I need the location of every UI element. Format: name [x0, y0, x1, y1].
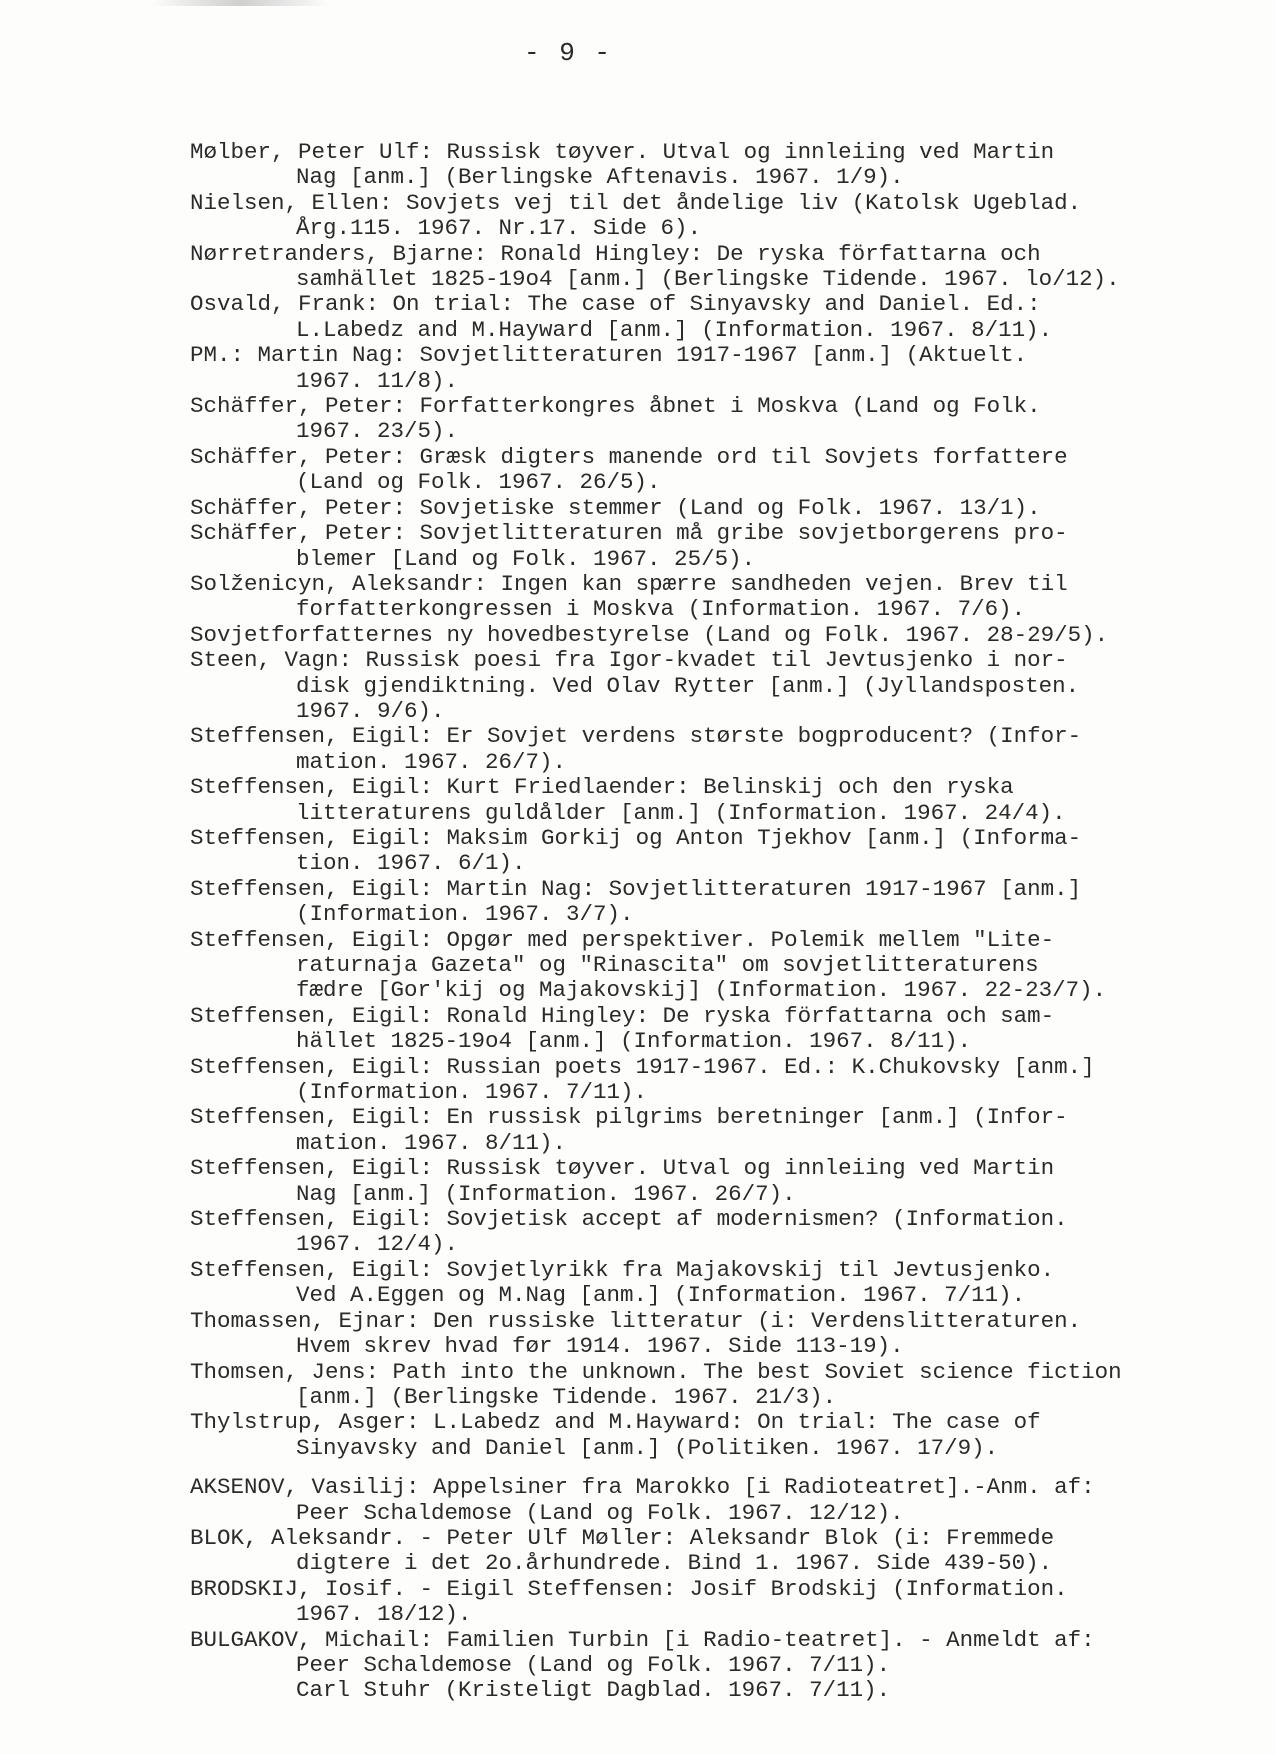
bibliography-entry: [190, 724, 1250, 775]
entry-line-first: Schäffer, Peter: Forfatterkongres åbnet i Moskva (Land og Folk.: [190, 393, 1041, 420]
bibliography-entry: [190, 394, 1250, 445]
entry-line-continuation: Peer Schaldemose (Land og Folk. 1967. 12/12).: [296, 1499, 904, 1526]
entry-line-first: Steen, Vagn: Russisk poesi fra Igor-kvadet til Jevtusjenko i nor-: [190, 647, 1068, 674]
entry-line-continuation: 1967. 11/8).: [296, 367, 459, 394]
entry-line-continuation: Carl Stuhr (Kristeligt Dagblad. 1967. 7/11).: [296, 1677, 891, 1704]
entry-line-continuation: [anm.] (Berlingske Tidende. 1967. 21/3).: [296, 1383, 837, 1410]
bibliography-entry: [190, 1309, 1250, 1360]
entry-line-continuation: Nag [anm.] (Berlingske Aftenavis. 1967. 1/9).: [296, 164, 904, 191]
entry-line-continuation: 1967. 12/4).: [296, 1231, 459, 1258]
entry-line-continuation: (Information. 1967. 3/7).: [296, 901, 634, 928]
entry-line-continuation: hället 1825-19o4 [anm.] (Information. 1967. 8/11).: [296, 1028, 972, 1055]
page-number: - 9 -: [523, 38, 612, 68]
entry-line-first: Steffensen, Eigil: Russisk tøyver. Utval og innleiing ved Martin: [190, 1155, 1055, 1182]
entry-line-continuation: (Land og Folk. 1967. 26/5).: [296, 469, 661, 496]
bibliography-entry: [190, 1156, 1250, 1207]
entry-line-continuation: (Information. 1967. 7/11).: [296, 1079, 648, 1106]
entry-line-first: Steffensen, Eigil: Ronald Hingley: De ryska författarna och sam-: [190, 1002, 1055, 1029]
entry-line-continuation: Peer Schaldemose (Land og Folk. 1967. 7/11).: [296, 1651, 891, 1678]
bibliography-entry: [190, 445, 1250, 496]
entry-line-continuation: Nag [anm.] (Information. 1967. 26/7).: [296, 1180, 796, 1207]
bibliography-entry: [190, 242, 1250, 293]
bibliography-entry: [190, 775, 1250, 826]
entry-line-first: Osvald, Frank: On trial: The case of Sinyavsky and Daniel. Ed.:: [190, 291, 1041, 318]
entry-line-first: Schäffer, Peter: Sovjetiske stemmer (Land og Folk. 1967. 13/1).: [190, 494, 1041, 521]
entry-line-first: Sovjetforfatternes ny hovedbestyrelse (Land og Folk. 1967. 28-29/5).: [190, 621, 1109, 648]
bibliography-entry: [190, 1410, 1250, 1461]
entry-line-first: Steffensen, Eigil: Sovjetisk accept af modernismen? (Information.: [190, 1206, 1068, 1233]
entry-line-first: Steffensen, Eigil: Maksim Gorkij og Anton Tjekhov [anm.] (Informa-: [190, 824, 1082, 851]
entry-line-first: BLOK, Aleksandr. - Peter Ulf Møller: Aleksandr Blok (i: Fremmede: [190, 1524, 1055, 1551]
entry-line-first: Thomsen, Jens: Path into the unknown. The best Soviet science fiction: [190, 1358, 1122, 1385]
entry-line-first: Steffensen, Eigil: Er Sovjet verdens største bogproducent? (Infor-: [190, 723, 1082, 750]
bibliography-entry: [190, 1628, 1250, 1704]
entry-line-continuation: litteraturens guldålder [anm.] (Information. 1967. 24/4).: [296, 799, 1066, 826]
bibliography-entry: [190, 1207, 1250, 1258]
bibliography-entry: [190, 140, 1250, 191]
entry-line-continuation: digtere i det 2o.århundrede. Bind 1. 1967. Side 439-50).: [296, 1550, 1053, 1577]
bibliography-entry: [190, 826, 1250, 877]
entry-line-continuation: disk gjendiktning. Ved Olav Rytter [anm.] (Jyllandsposten.: [296, 672, 1080, 699]
entry-line-continuation: Sinyavsky and Daniel [anm.] (Politiken. 1967. 17/9).: [296, 1434, 999, 1461]
entry-line-continuation: Ved A.Eggen og M.Nag [anm.] (Information. 1967. 7/11).: [296, 1282, 1026, 1309]
entry-line-first: Mølber, Peter Ulf: Russisk tøyver. Utval og innleiing ved Martin: [190, 139, 1055, 165]
entry-line-first: Solženicyn, Aleksandr: Ingen kan spærre sandheden vejen. Brev til: [190, 570, 1068, 597]
entry-line-first: Schäffer, Peter: Græsk digters manende ord til Sovjets forfattere: [190, 443, 1068, 470]
entry-line-first: Steffensen, Eigil: Opgør med perspektiver. Polemik mellem "Lite-: [190, 926, 1055, 953]
entry-line-first: Steffensen, Eigil: En russisk pilgrims beretninger [anm.] (Infor-: [190, 1104, 1068, 1131]
bibliography-entry: [190, 1105, 1250, 1156]
bibliography-list: [190, 140, 1250, 1704]
bibliography-entry: [190, 1004, 1250, 1055]
bibliography-entry: [190, 877, 1250, 928]
entry-line-first: BRODSKIJ, Iosif. - Eigil Steffensen: Josif Brodskij (Information.: [190, 1575, 1068, 1602]
entry-line-continuation: 1967. 18/12).: [296, 1601, 472, 1628]
entry-line-first: Steffensen, Eigil: Sovjetlyrikk fra Majakovskij til Jevtusjenko.: [190, 1256, 1055, 1283]
entry-line-continuation: fædre [Gor'kij og Majakovskij] (Information. 1967. 22-23/7).: [296, 977, 1107, 1004]
entry-line-first: Nørretranders, Bjarne: Ronald Hingley: De ryska författarna och: [190, 240, 1041, 267]
entry-line-continuation: forfatterkongressen i Moskva (Information. 1967. 7/6).: [296, 596, 1026, 623]
bibliography-entry: [190, 496, 1250, 521]
bibliography-entry: [190, 1475, 1250, 1526]
entry-line-continuation: 1967. 9/6).: [296, 697, 445, 724]
entry-line-continuation: mation. 1967. 26/7).: [296, 748, 567, 775]
entry-line-continuation: Årg.115. 1967. Nr.17. Side 6).: [296, 215, 702, 242]
entry-line-first: AKSENOV, Vasilij: Appelsiner fra Marokko [i Radioteatret].-Anm. af:: [190, 1474, 1095, 1501]
entry-line-first: PM.: Martin Nag: Sovjetlitteraturen 1917-1967 [anm.] (Aktuelt.: [190, 342, 1028, 369]
entry-line-continuation: L.Labedz and M.Hayward [anm.] (Information. 1967. 8/11).: [296, 316, 1053, 343]
bibliography-entry: [190, 292, 1250, 343]
bibliography-entry: [190, 928, 1250, 1004]
bibliography-entry: [190, 1577, 1250, 1628]
entry-line-first: Steffensen, Eigil: Kurt Friedlaender: Belinskij och den ryska: [190, 774, 1014, 801]
bibliography-entry: [190, 343, 1250, 394]
bibliography-entry: [190, 1258, 1250, 1309]
bibliography-entry: [190, 521, 1250, 572]
bibliography-entry: [190, 1055, 1250, 1106]
section-gap: [190, 1461, 1250, 1475]
bibliography-entry: [190, 648, 1250, 724]
entry-line-continuation: raturnaja Gazeta" og "Rinascita" om sovjetlitteraturens: [296, 952, 1039, 978]
bibliography-entry: [190, 623, 1250, 648]
entry-line-continuation: Hvem skrev hvad før 1914. 1967. Side 113-19).: [296, 1333, 904, 1360]
bibliography-entry: [190, 572, 1250, 623]
entry-line-continuation: 1967. 23/5).: [296, 418, 459, 445]
bibliography-entry: [190, 1526, 1250, 1577]
scan-artifact: [150, 0, 330, 6]
bibliography-entry: [190, 1360, 1250, 1411]
entry-line-first: Thomassen, Ejnar: Den russiske litteratur (i: Verdenslitteraturen.: [190, 1307, 1082, 1334]
entry-line-first: Thylstrup, Asger: L.Labedz and M.Hayward: On trial: The case of: [190, 1409, 1041, 1436]
entry-line-first: Schäffer, Peter: Sovjetlitteraturen må gribe sovjetborgerens pro-: [190, 520, 1068, 547]
entry-line-continuation: samhället 1825-19o4 [anm.] (Berlingske Tidende. 1967. lo/12).: [296, 266, 1120, 293]
entry-line-first: Steffensen, Eigil: Russian poets 1917-1967. Ed.: K.Chukovsky [anm.]: [190, 1053, 1095, 1080]
entry-line-first: Nielsen, Ellen: Sovjets vej til det åndelige liv (Katolsk Ugeblad.: [190, 189, 1082, 216]
entry-line-first: Steffensen, Eigil: Martin Nag: Sovjetlitteraturen 1917-1967 [anm.]: [190, 875, 1082, 902]
bibliography-entry: [190, 191, 1250, 242]
entry-line-continuation: tion. 1967. 6/1).: [296, 850, 526, 877]
entry-line-first: BULGAKOV, Michail: Familien Turbin [i Radio-teatret]. - Anmeldt af:: [190, 1626, 1095, 1653]
entry-line-continuation: blemer [Land og Folk. 1967. 25/5).: [296, 545, 756, 572]
entry-line-continuation: mation. 1967. 8/11).: [296, 1129, 567, 1156]
